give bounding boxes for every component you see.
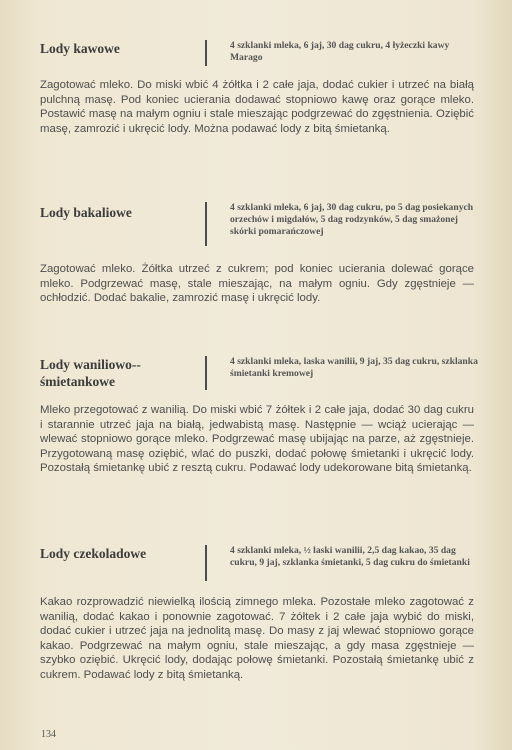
recipe-title: Lody waniliowo--śmietankowe xyxy=(40,357,141,389)
recipe-ingredients: 4 szklanki mleka, ½ laski wanilii, 2,5 dag kakao, 35 dag cukru, 9 jaj, szklanka śmietanki, 5 dag cukru do śmietanki xyxy=(230,545,470,568)
page-number: 134 xyxy=(41,729,56,740)
separator-bar xyxy=(205,545,207,581)
recipe-title: Lody kawowe xyxy=(40,41,120,56)
recipe-lody-kawowe xyxy=(0,40,512,135)
recipe-header xyxy=(0,356,512,406)
separator-bar xyxy=(205,202,207,246)
recipe-method: Zagotować mleko. Żółtka utrzeć z cukrem; pod koniec ucierania dolewać gorące mleko. Podgrzewać masę, stale mieszając, na małym ogniu. Gdy zgęstnieje — ochłodzić. Dodać bakalie, zamrozić masę i ukręcić lody. xyxy=(40,263,474,305)
recipe-ingredients: 4 szklanki mleka, 6 jaj, 30 dag cukru, 4 łyżeczki kawy Marago xyxy=(230,40,450,63)
recipe-lody-czekoladowe xyxy=(0,545,512,681)
recipe-header xyxy=(0,545,512,595)
separator-bar xyxy=(205,356,207,390)
recipe-method: Mleko przegotować z wanilią. Do miski wbić 7 żółtek i 2 całe jaja, dodać 30 dag cukru i starannie utrzeć jaja na białą, jedwabistą masę. Następnie — wciąż ucierając — wlewać stopniowo gorące mleko. Podgrzewać masę ubijając na parze, aż zgęstnieje. Przygotowaną masę oziębić, wlać do puszki, dodać połowę śmietanki i ukręcić lody. Pozostałą śmietankę ubić z resztą cukru. Podawać lody udekorowane bitą śmietanką. xyxy=(40,404,474,475)
recipe-ingredients: 4 szklanki mleka, laska wanilii, 9 jaj, 35 dag cukru, szklanka śmietanki kremowej xyxy=(230,356,478,379)
recipe-lody-waniliowo-smietankowe xyxy=(0,356,512,475)
recipe-ingredients: 4 szklanki mleka, 6 jaj, 30 dag cukru, po 5 dag posiekanych orzechów i migdałów, 5 dag rodzynków, 5 dag smażonej skórki pomarańczowej xyxy=(230,202,474,237)
recipe-lody-bakaliowe xyxy=(0,202,512,305)
recipe-header xyxy=(0,202,512,252)
recipe-title: Lody czekoladowe xyxy=(40,546,147,561)
recipe-method: Zagotować mleko. Do miski wbić 4 żółtka i 2 całe jaja, dodać cukier i utrzeć na białą pulchną masę. Pod koniec ucierania dodawać stopniowo kawę oraz gorące mleko. Postawić masę na małym ogniu i stale mieszając podgrzewać do zgęstnienia. Oziębić masę, zamrozić i ukręcić lody. Można podawać lody z bitą śmietanką. xyxy=(40,79,474,135)
recipe-title: Lody bakaliowe xyxy=(40,205,132,220)
separator-bar xyxy=(205,40,207,66)
recipe-method: Kakao rozprowadzić niewielką ilością zimnego mleka. Pozostałe mleko zagotować z wanilią, dodać kakao i ponownie zagotować. 7 żółtek i 2 całe jaja wybić do miski, dodać cukier i utrzeć jaja na jednolitą masę. Do masy z jaj wlewać stopniowo gorące kakao. Podgrzewać na małym ogniu, stale mieszając, a gdy masa zgęstnieje — szybko oziębić. Ukręcić lody, dodając połowę śmietanki. Pozostałą śmietankę ubić z cukrem. Podawać lody z bitą śmietanką. xyxy=(40,596,474,681)
